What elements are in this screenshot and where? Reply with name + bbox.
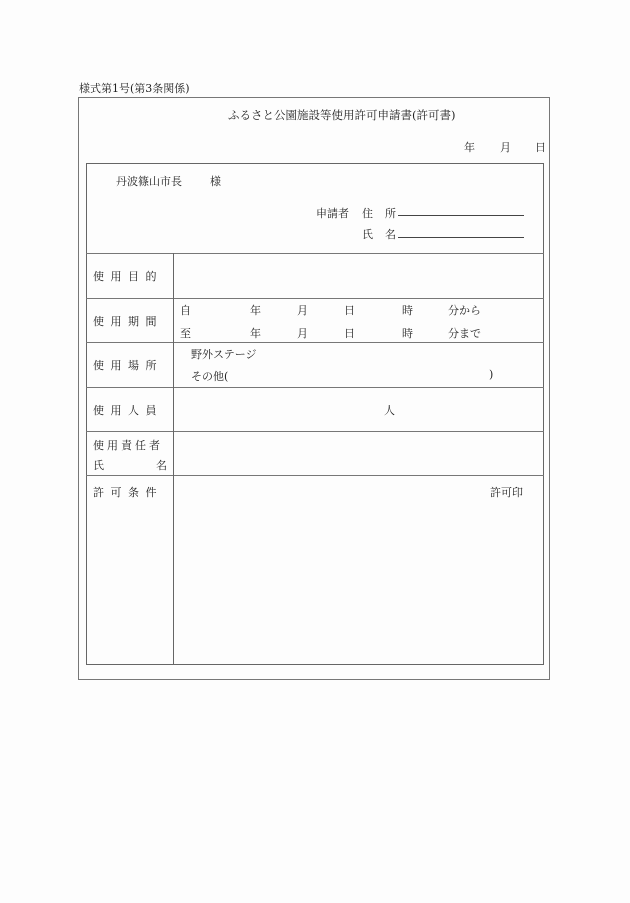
purpose-label: 使用目的 — [93, 270, 163, 283]
address-field[interactable] — [398, 215, 524, 216]
date-year: 年 — [464, 141, 475, 154]
date-month: 月 — [500, 141, 511, 154]
name-label: 氏 — [362, 228, 373, 241]
conditions-label: 許可条件 — [93, 486, 163, 499]
address-label: 住 — [362, 207, 373, 220]
to-minute: 分まで — [448, 327, 481, 340]
place-label: 使用場所 — [93, 359, 163, 372]
responsible-label-name: 名 — [156, 459, 167, 472]
to-hour: 時 — [402, 327, 413, 340]
responsible-field[interactable] — [174, 432, 543, 475]
place-option-stage[interactable]: 野外ステージ — [191, 348, 257, 361]
row-divider — [86, 342, 544, 343]
date-day: 日 — [535, 141, 546, 154]
people-unit: 人 — [384, 404, 395, 417]
to-month: 月 — [297, 327, 308, 340]
row-divider — [86, 298, 544, 299]
addressee-name: 丹波篠山市長 — [116, 175, 182, 188]
responsible-label: 使用責任者 — [93, 439, 163, 452]
from-day: 日 — [344, 304, 355, 317]
name-field[interactable] — [398, 237, 524, 238]
to-day: 日 — [344, 327, 355, 340]
conditions-field[interactable] — [174, 476, 543, 664]
name-label: 名 — [385, 228, 396, 241]
address-label: 所 — [385, 207, 396, 220]
from-year: 年 — [250, 304, 261, 317]
addressee-honorific: 様 — [210, 175, 221, 188]
from-hour: 時 — [402, 304, 413, 317]
form-number: 様式第1号(第3条関係) — [79, 82, 190, 95]
period-label: 使用期間 — [93, 315, 163, 328]
purpose-field[interactable] — [174, 254, 543, 298]
place-other-close: ) — [489, 368, 494, 381]
people-label: 使用人員 — [93, 404, 163, 417]
row-divider — [86, 387, 544, 388]
to-prefix: 至 — [180, 327, 191, 340]
from-prefix: 自 — [180, 304, 191, 317]
from-minute: 分から — [448, 304, 481, 317]
responsible-label-name: 氏 — [93, 459, 104, 472]
place-option-other[interactable]: その他( — [191, 370, 229, 383]
to-year: 年 — [250, 327, 261, 340]
permit-seal: 許可印 — [490, 486, 523, 499]
applicant-label: 申請者 — [316, 207, 349, 220]
form-title: ふるさと公園施設等使用許可申請書(許可書) — [228, 108, 456, 122]
from-month: 月 — [297, 304, 308, 317]
